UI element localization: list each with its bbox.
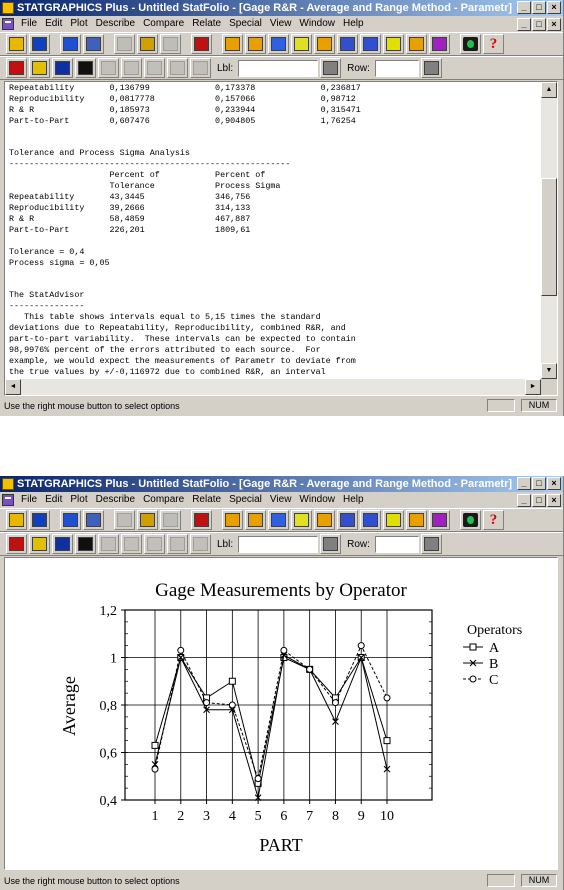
paste-icon <box>163 37 178 51</box>
maximize-button[interactable]: □ <box>532 1 546 14</box>
find-icon <box>323 61 338 75</box>
help-question-button[interactable] <box>483 34 504 54</box>
lbl-label: Lbl: <box>217 62 234 74</box>
save-disk-button[interactable] <box>29 34 50 54</box>
status-text: Use the right mouse button to select options <box>4 401 180 411</box>
save-disk-button[interactable] <box>29 510 50 530</box>
y-tick-label: 1 <box>110 651 117 667</box>
exclude-icon <box>147 537 162 551</box>
paste-icon <box>163 513 178 527</box>
graphical-options-icon <box>78 61 93 75</box>
input-dialog-button[interactable] <box>6 534 27 554</box>
document-icon[interactable] <box>2 494 14 506</box>
menu-view[interactable]: View <box>269 494 292 505</box>
copy-icon <box>140 37 155 51</box>
tabular-options-button[interactable] <box>52 58 73 78</box>
find-button[interactable] <box>320 58 341 78</box>
menu-describe[interactable]: Describe <box>95 18 136 29</box>
find-row-icon <box>424 61 439 75</box>
data-point-c <box>281 647 287 653</box>
jitter-icon <box>170 537 185 551</box>
x-tick-label: 4 <box>228 809 236 824</box>
x-tick-label: 6 <box>280 809 288 824</box>
graphical-options-button[interactable] <box>75 534 96 554</box>
legend-label-a: A <box>489 641 500 656</box>
analysis-3-icon <box>271 37 286 51</box>
menu-file[interactable]: File <box>21 18 38 29</box>
statgraphics-app-icon[interactable] <box>2 2 14 14</box>
cut-scissors-icon <box>117 513 132 527</box>
print-button[interactable] <box>191 510 212 530</box>
analysis-7-button[interactable] <box>360 510 381 530</box>
analysis-9-button[interactable] <box>406 34 427 54</box>
analysis-9-button[interactable] <box>406 510 427 530</box>
menu-bar <box>0 16 563 32</box>
help-question-icon: ? <box>489 512 498 528</box>
status-bar <box>0 398 563 414</box>
statfolio-icon <box>63 37 78 51</box>
save-results-button[interactable] <box>98 58 119 78</box>
legend-marker-c <box>470 676 476 682</box>
statfolio-button[interactable] <box>60 510 81 530</box>
exclude-button[interactable] <box>144 534 165 554</box>
minimize-button[interactable]: _ <box>517 477 531 490</box>
analysis-options-button[interactable] <box>29 534 50 554</box>
close-button[interactable]: × <box>547 477 561 490</box>
cut-scissors-icon <box>117 37 132 51</box>
legend-title: Operators <box>467 623 523 638</box>
vertical-scrollbar[interactable] <box>541 82 557 379</box>
analysis-7-button[interactable] <box>360 34 381 54</box>
menu-window[interactable]: Window <box>299 18 335 29</box>
doc-restore-button[interactable]: □ <box>532 494 546 507</box>
analysis-toolbar <box>0 56 563 80</box>
cut-scissors-button[interactable] <box>114 34 135 54</box>
analysis-6-button[interactable] <box>337 34 358 54</box>
analysis-2-button[interactable] <box>245 34 266 54</box>
stat-advisor-button[interactable] <box>460 510 481 530</box>
lbl-input[interactable] <box>238 536 318 553</box>
data-editor-icon <box>86 37 101 51</box>
find-icon <box>323 537 338 551</box>
input-dialog-icon <box>9 537 24 551</box>
menu-relate[interactable]: Relate <box>192 494 222 505</box>
doc-close-button[interactable]: × <box>547 18 561 31</box>
x-tick-label: 7 <box>306 809 314 824</box>
analysis-7-icon <box>363 513 378 527</box>
analysis-9-icon <box>409 37 424 51</box>
menu-plot[interactable]: Plot <box>70 18 88 29</box>
copy-button[interactable] <box>137 34 158 54</box>
data-point-c <box>204 700 210 706</box>
open-folder-icon <box>9 37 24 51</box>
stat-advisor-icon <box>463 513 478 527</box>
print-icon <box>194 37 209 51</box>
data-point-a <box>152 742 158 748</box>
analysis-8-icon <box>386 37 401 51</box>
row-input[interactable] <box>375 536 419 553</box>
save-results-icon <box>101 537 116 551</box>
pane-options-button[interactable] <box>121 58 142 78</box>
maximize-button[interactable]: □ <box>532 477 546 490</box>
copy-button[interactable] <box>137 510 158 530</box>
exclude-icon <box>147 61 162 75</box>
scroll-right-button[interactable]: ► <box>525 379 541 395</box>
menu-describe[interactable]: Describe <box>95 494 136 505</box>
analysis-1-icon <box>225 513 240 527</box>
help-question-icon: ? <box>489 36 498 52</box>
data-point-a <box>229 678 235 684</box>
data-point-c <box>255 776 261 782</box>
legend-label-b: B <box>489 657 499 672</box>
menu-help[interactable]: Help <box>343 494 364 505</box>
analysis-options-icon <box>32 537 47 551</box>
x-axis-label: PART <box>259 835 303 855</box>
tabular-options-icon <box>55 537 70 551</box>
copy-icon <box>140 513 155 527</box>
analysis-1-button[interactable] <box>222 510 243 530</box>
data-point-a <box>384 738 390 744</box>
analysis-10-button[interactable] <box>429 510 450 530</box>
menu-special[interactable]: Special <box>229 494 262 505</box>
analysis-8-button[interactable] <box>383 34 404 54</box>
legend-marker-a <box>470 644 476 650</box>
x-tick-label: 3 <box>203 809 211 824</box>
save-disk-icon <box>32 513 47 527</box>
find-row-button[interactable] <box>421 58 442 78</box>
save-disk-icon <box>32 37 47 51</box>
menu-file[interactable]: File <box>21 494 38 505</box>
menu-compare[interactable]: Compare <box>143 494 185 505</box>
menu-bar <box>0 492 563 508</box>
doc-minimize-button[interactable]: _ <box>517 494 531 507</box>
menu-window[interactable]: Window <box>299 494 335 505</box>
analysis-options-icon <box>32 61 47 75</box>
x-tick-label: 2 <box>177 809 185 824</box>
input-dialog-button[interactable] <box>6 58 27 78</box>
row-label: Row: <box>347 62 370 74</box>
find-row-icon <box>424 537 439 551</box>
analysis-5-button[interactable] <box>314 510 335 530</box>
analysis-2-icon <box>248 37 263 51</box>
analysis-3-button[interactable] <box>268 34 289 54</box>
cut-scissors-button[interactable] <box>114 510 135 530</box>
document-icon[interactable] <box>2 18 14 30</box>
open-folder-button[interactable] <box>6 510 27 530</box>
data-point-c <box>229 702 235 708</box>
window-title: STATGRAPHICS Plus - Untitled StatFolio - [Gage R&R - Average and Range Method - Parametr] <box>17 2 513 14</box>
analysis-8-button[interactable] <box>383 510 404 530</box>
num-lock-indicator: NUM <box>521 874 557 887</box>
print-button[interactable] <box>191 34 212 54</box>
scroll-left-button[interactable]: ◄ <box>5 379 21 395</box>
find-button[interactable] <box>320 534 341 554</box>
series-line-c <box>155 646 387 779</box>
open-folder-icon <box>9 513 24 527</box>
analysis-3-icon <box>271 513 286 527</box>
doc-close-button[interactable]: × <box>547 494 561 507</box>
graphical-options-button[interactable] <box>75 58 96 78</box>
lbl-label: Lbl: <box>217 538 234 550</box>
app-window-chart <box>0 476 564 890</box>
x-tick-label: 10 <box>380 809 394 824</box>
chart-pane <box>4 557 558 870</box>
analysis-4-icon <box>294 513 309 527</box>
exclude-button[interactable] <box>144 58 165 78</box>
analysis-7-icon <box>363 37 378 51</box>
close-button[interactable]: × <box>547 1 561 14</box>
x-tick-label: 8 <box>331 809 339 824</box>
help-question-button[interactable] <box>483 510 504 530</box>
tabular-options-button[interactable] <box>52 534 73 554</box>
status-indicator-blank <box>487 874 515 887</box>
analysis-4-button[interactable] <box>291 510 312 530</box>
analysis-4-icon <box>294 37 309 51</box>
x-tick-label: 1 <box>151 809 159 824</box>
report-text: Repeatability 0,136799 0,173378 0,236817 Reproducibility 0,0817778 0,157066 0,98712 R & R 0,185973 0,233944 0,315471 Part-to-Part 0,607476 0,904805 1,76254 Tolerance and Process Sigma Analysis -------------------------------------------------------- Percent of Percent of Tolerance Process Sigma Repeatability 43,3445 346,756 Reproducibility 39,2666 314,133 R & R 58,4859 467,887 Part-to-Part 226,201 1809,61 Tolerance = 0,4 Process sigma = 0,05 The StatAdvisor --------------- This table shows intervals equal to 5,15 times the standard deviations due to Repeatability, Reproducibility, combined R&R, and part-to-part variability. These intervals can be expected to contain 98,9976% percent of the errors attributed to each source. For example, we would expect the measurements of Parametr to deviate from the true values by +/-0,116972 due to combined R&R, an interval <box>9 83 361 377</box>
data-editor-button[interactable] <box>83 510 104 530</box>
doc-restore-button[interactable]: □ <box>532 18 546 31</box>
x-tick-label: 5 <box>254 809 262 824</box>
analysis-8-icon <box>386 513 401 527</box>
minimize-button[interactable]: _ <box>517 1 531 14</box>
menu-special[interactable]: Special <box>229 18 262 29</box>
row-label: Row: <box>347 538 370 550</box>
title-bar[interactable] <box>0 0 563 16</box>
status-indicator-blank <box>487 399 515 412</box>
menu-plot[interactable]: Plot <box>70 494 88 505</box>
analysis-toolbar <box>0 532 563 556</box>
x-tick-label: 9 <box>357 809 365 824</box>
save-results-button[interactable] <box>98 534 119 554</box>
save-results-icon <box>101 61 116 75</box>
statfolio-button[interactable] <box>60 34 81 54</box>
print-icon <box>194 513 209 527</box>
open-folder-button[interactable] <box>6 34 27 54</box>
status-text: Use the right mouse button to select options <box>4 876 180 886</box>
y-axis-label: Average <box>59 676 79 736</box>
analysis-9-icon <box>409 513 424 527</box>
app-window-report <box>0 0 564 416</box>
row-input[interactable] <box>375 60 419 77</box>
analysis-2-button[interactable] <box>245 510 266 530</box>
find-row-button[interactable] <box>421 534 442 554</box>
analysis-5-button[interactable] <box>314 34 335 54</box>
analysis-6-icon <box>340 513 355 527</box>
lbl-input[interactable] <box>238 60 318 77</box>
menu-edit[interactable]: Edit <box>45 18 63 29</box>
main-toolbar <box>0 508 563 532</box>
series-line-b <box>155 655 387 798</box>
analysis-5-icon <box>317 37 332 51</box>
menu-view[interactable]: View <box>269 18 292 29</box>
scroll-thumb[interactable] <box>541 178 557 296</box>
analysis-3-button[interactable] <box>268 510 289 530</box>
analysis-4-button[interactable] <box>291 34 312 54</box>
analysis-1-button[interactable] <box>222 34 243 54</box>
data-point-c <box>384 695 390 701</box>
analysis-10-button[interactable] <box>429 34 450 54</box>
analysis-6-icon <box>340 37 355 51</box>
gage-chart[interactable] <box>5 558 557 869</box>
main-toolbar <box>0 32 563 56</box>
add-line-button[interactable] <box>190 534 211 554</box>
data-point-c <box>307 666 313 672</box>
horizontal-scrollbar[interactable] <box>5 379 541 395</box>
tabular-options-icon <box>55 61 70 75</box>
graphical-options-icon <box>78 537 93 551</box>
scroll-down-button[interactable]: ▼ <box>541 363 557 379</box>
scroll-up-button[interactable]: ▲ <box>541 82 557 98</box>
add-line-icon <box>193 61 208 75</box>
statgraphics-app-icon[interactable] <box>2 478 14 490</box>
analysis-6-button[interactable] <box>337 510 358 530</box>
input-dialog-icon <box>9 61 24 75</box>
paste-button[interactable] <box>160 510 181 530</box>
scroll-corner <box>541 379 557 395</box>
analysis-10-icon <box>432 37 447 51</box>
analysis-5-icon <box>317 513 332 527</box>
data-point-c <box>178 647 184 653</box>
doc-minimize-button[interactable]: _ <box>517 18 531 31</box>
window-title: STATGRAPHICS Plus - Untitled StatFolio - [Gage R&R - Average and Range Method - Parametr] <box>17 478 513 490</box>
data-point-c <box>152 766 158 772</box>
stat-advisor-button[interactable] <box>460 34 481 54</box>
y-tick-label: 0,4 <box>99 794 117 809</box>
add-line-button[interactable] <box>190 58 211 78</box>
jitter-button[interactable] <box>167 58 188 78</box>
jitter-icon <box>170 61 185 75</box>
legend-label-c: C <box>489 673 499 688</box>
paste-button[interactable] <box>160 34 181 54</box>
report-pane <box>4 81 558 396</box>
analysis-2-icon <box>248 513 263 527</box>
add-line-icon <box>193 537 208 551</box>
analysis-options-button[interactable] <box>29 58 50 78</box>
pane-options-icon <box>124 537 139 551</box>
menu-edit[interactable]: Edit <box>45 494 63 505</box>
data-point-c <box>332 700 338 706</box>
title-bar[interactable] <box>0 476 563 492</box>
pane-options-icon <box>124 61 139 75</box>
analysis-1-icon <box>225 37 240 51</box>
analysis-10-icon <box>432 513 447 527</box>
menu-relate[interactable]: Relate <box>192 18 222 29</box>
y-tick-label: 0,8 <box>99 699 117 714</box>
pane-options-button[interactable] <box>121 534 142 554</box>
data-point-c <box>358 643 364 649</box>
num-lock-indicator: NUM <box>521 399 557 412</box>
statfolio-icon <box>63 513 78 527</box>
chart-title: Gage Measurements by Operator <box>155 580 407 601</box>
menu-compare[interactable]: Compare <box>143 18 185 29</box>
y-tick-label: 1,2 <box>99 604 117 619</box>
status-bar <box>0 873 563 889</box>
jitter-button[interactable] <box>167 534 188 554</box>
menu-help[interactable]: Help <box>343 18 364 29</box>
y-tick-label: 0,6 <box>99 746 117 762</box>
data-editor-icon <box>86 513 101 527</box>
data-editor-button[interactable] <box>83 34 104 54</box>
stat-advisor-icon <box>463 37 478 51</box>
